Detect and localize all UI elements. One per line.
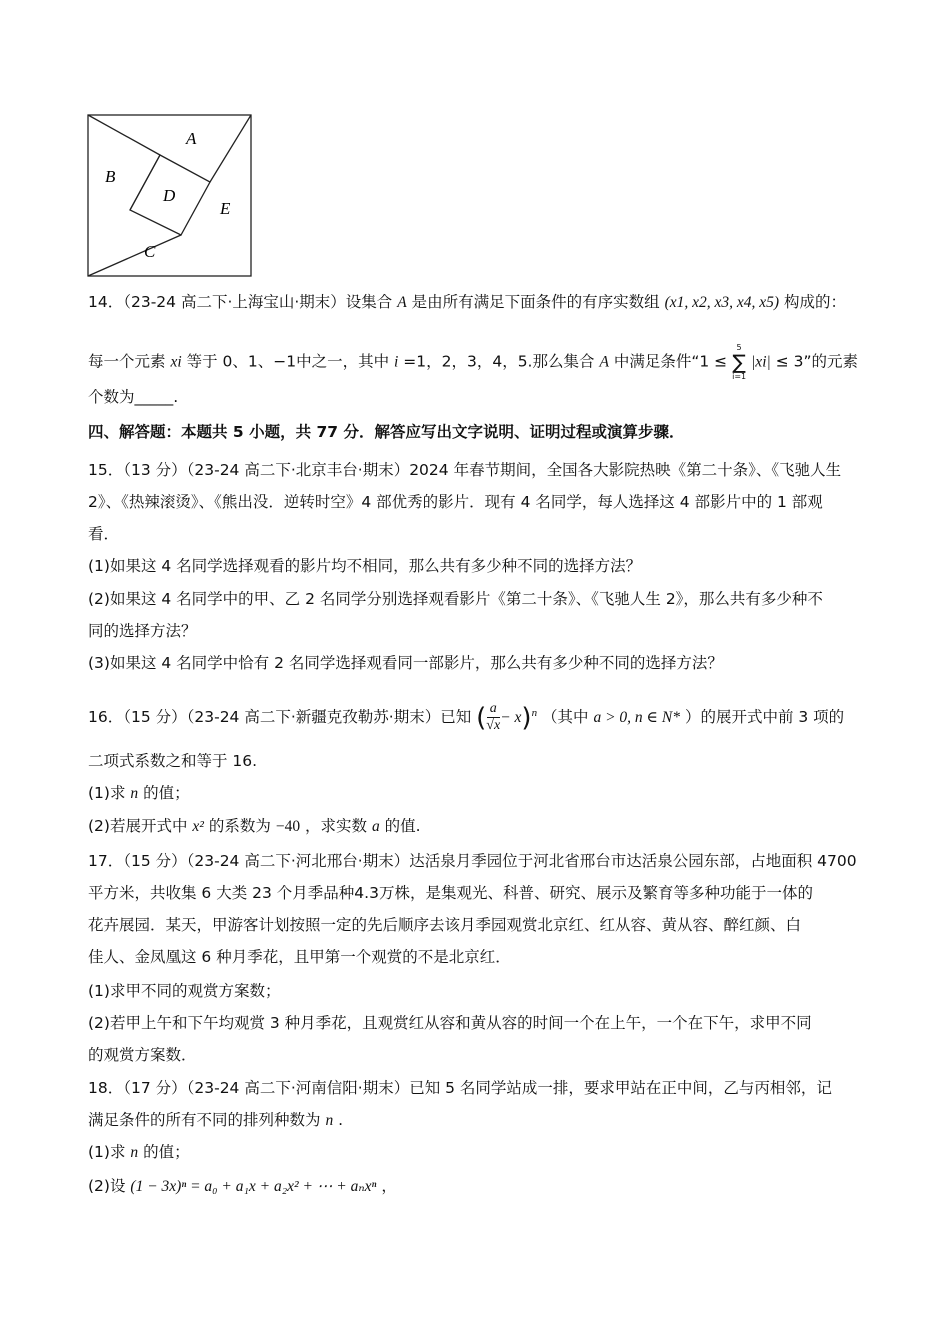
q17-line2: 平方米，共收集 6 大类 23 个月季品种4.3万株，是集观光、科普、研究、展示及繁育等多种功能于一体的 [88,884,813,902]
summation: 5 ∑ i=1 [732,343,747,381]
q16-line1: 16．（15 分）（23-24 高二下·新疆克孜勒苏·期末）已知 ( $\frac{a}{√x}$ − x)$^n$ （其中 a > 0, n ∈ N* ）的展开式中前 3 项的 [88,701,845,733]
diagonal-right [210,115,251,182]
label-c: C [144,242,156,261]
q17-part2a: (2)若甲上午和下午均观赏 3 种月季花，且观赏红从容和黄从容的时间一个在上午，一个在下午，求甲不同 [88,1014,812,1032]
expansion-formula: (1 − 3x)ⁿ = a₀ + a₁x + a₂x² + ⋯ + aₙxⁿ [130,1178,377,1195]
diagonal-lower [88,235,181,276]
binomial-base: ( [476,702,487,733]
q17-part1: (1)求甲不同的观赏方案数； [88,982,281,1000]
q18-line2: 满足条件的所有不同的排列种数为 n . [88,1111,344,1129]
label-d: D [163,186,176,205]
q17-line3: 花卉展园．某天，甲游客计划按照一定的先后顺序去该月季园观赏北京红、红从容、黄从容、醉红颜、白 [88,916,802,934]
q15-line2: 2》、《热辣滚烫》、《熊出没．逆转时空》4 部优秀的影片．现有 4 名同学，每人选择这 4 部影片中的 1 部观 [88,493,823,511]
fraction: $\frac{a}{√x}$ [486,701,501,733]
q17-line1: 17．（15 分）（23-24 高二下·河北邢台·期末）达活泉月季园位于河北省邢台市达活泉公园东部，占地面积 4700 [88,852,857,870]
q15-line1: 15．（13 分）（23-24 高二下·北京丰台·期末）2024 年春节期间，全国各大影院热映《第二十条》、《飞驰人生 [88,461,842,479]
q15-line3: 看． [88,525,120,543]
q18-line1: 18．（17 分）（23-24 高二下·河南信阳·期末）已知 5 名同学站成一排，要求甲站在正中间，乙与丙相邻，记 [88,1079,832,1097]
q16-part2: (2)若展开式中 x² 的系数为 −40 ，求实数 a 的值. [88,817,421,835]
q14-line3: 个数为_____. [88,388,179,406]
label-b: B [105,167,116,186]
q15-part2b: 同的选择方法？ [88,622,197,640]
label-e: E [220,199,231,218]
diagonal-upper [88,115,160,155]
label-a: A [186,129,197,148]
square-figure [85,112,255,280]
q15-part1: (1)如果这 4 名同学选择观看的影片均不相同，那么共有多少种不同的选择方法？ [88,557,642,575]
q18-part1: (1)求 n 的值； [88,1143,190,1161]
q16-line2: 二项式系数之和等于 16. [88,752,258,770]
q18-part2: (2)设 (1 − 3x)ⁿ = a₀ + a₁x + a₂x² + ⋯ + aₙxⁿ ， [88,1177,397,1195]
q15-part3: (3)如果这 4 名同学中恰有 2 名同学选择观看同一部影片，那么共有多少种不同的选择方法？ [88,654,723,672]
q14-line1: 14．（23-24 高二下·上海宝山·期末）设集合 A 是由所有满足下面条件的有序实数组 (x1, x2, x3, x4, x5) 构成的： [88,293,847,311]
tuple: (x1, x2, x3, x4, x5) [664,294,780,311]
q15-part2a: (2)如果这 4 名同学中的甲、乙 2 名同学分别选择观看影片《第二十条》、《飞驰人生 2》，那么共有多少种不 [88,590,823,608]
q17-line4: 佳人、金凤凰这 6 种月季花，且甲第一个观赏的不是北京红． [88,948,511,966]
q17-part2b: 的观赏方案数． [88,1046,197,1064]
q14-line2: 每一个元素 xi 等于 0、1、−1中之一，其中 i =1，2，3，4，5.那么集合 A 中满足条件“1 ≤ 5 ∑ i=1 |xi| ≤ 3”的元素 [88,343,859,381]
section-title: 四、解答题：本题共 5 小题，共 77 分．解答应写出文字说明、证明过程或演算步骤． [88,423,685,441]
q16-part1: (1)求 n 的值； [88,784,190,802]
